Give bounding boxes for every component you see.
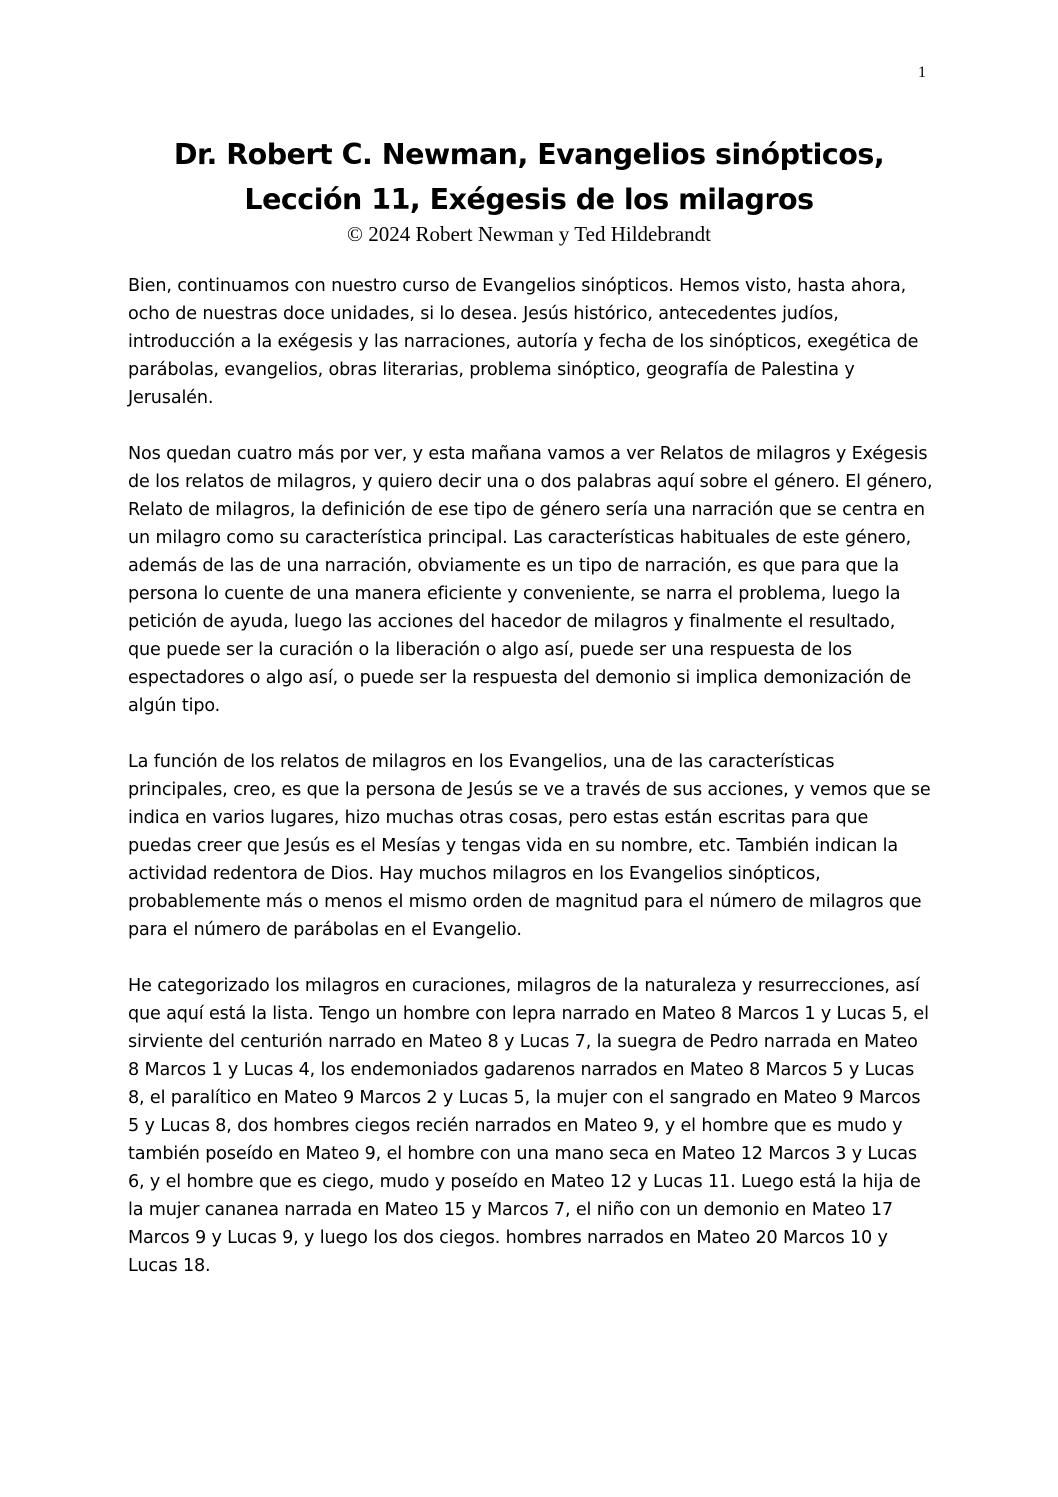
title-line-2: Lección 11, Exégesis de los milagros <box>244 183 814 216</box>
paragraph: He categorizado los milagros en curaciones, milagros de la naturaleza y resurrecciones, así que aquí está la lista. Tengo un hombre con lepra narrado en Mateo 8 Marcos 1 y Lucas 5, el sirviente del centurión narrado en Mateo 8 y Lucas 7, la suegra de Pedro narrada en Mateo 8 Marcos 1 y Lucas 4, los endemoniados gadarenos narrados en Mateo 8 Marcos 5 y Lucas 8, el paralítico en Mateo 9 Marcos 2 y Lucas 5, la mujer con el sangrado en Mateo 9 Marcos 5 y Lucas 8, dos hombres ciegos recién narrados en Mateo 9, y el hombre que es mudo y también poseído en Mateo 9, el hombre con una mano seca en Mateo 12 Marcos 3 y Lucas 6, y el hombre que es ciego, mudo y poseído en Mateo 12 y Lucas 11. Luego está la hija de la mujer cananea narrada en Mateo 15 y Marcos 7, el niño con un demonio en Mateo 17 Marcos 9 y Lucas 9, y luego los dos ciegos. hombres narrados en Mateo 20 Marcos 10 y Lucas 18. <box>128 976 929 1276</box>
document-body <box>128 272 933 1308</box>
title-line-1: Dr. Robert C. Newman, Evangelios sinópticos, <box>173 138 885 171</box>
copyright-line: © 2024 Robert Newman y Ted Hildebrandt <box>346 222 712 246</box>
paragraph: Nos quedan cuatro más por ver, y esta mañana vamos a ver Relatos de milagros y Exégesis de los relatos de milagros, y quiero decir una o dos palabras aquí sobre el género. El género, Relato de milagros, la definición de ese tipo de género sería una narración que se centra en un milagro como su característica principal. Las características habituales de este género, además de las de una narración, obviamente es un tipo de narración, es que para que la persona lo cuente de una manera eficiente y conveniente, se narra el problema, luego la petición de ayuda, luego las acciones del hacedor de milagros y finalmente el resultado, que puede ser la curación o la liberación o algo así, puede ser una respuesta de los espectadores o algo así, o puede ser la respuesta del demonio si implica demonización de algún tipo. <box>128 444 933 716</box>
document-title <box>100 132 958 222</box>
paragraph: Bien, continuamos con nuestro curso de Evangelios sinópticos. Hemos visto, hasta ahora, ocho de nuestras doce unidades, si lo desea. Jesús histórico, antecedentes judíos, introducción a la exégesis y las narraciones, autoría y fecha de los sinópticos, exegética de parábolas, evangelios, obras literarias, problema sinóptico, geografía de Palestina y Jerusalén. <box>128 276 919 408</box>
paragraph: La función de los relatos de milagros en los Evangelios, una de las características principales, creo, es que la persona de Jesús se ve a través de sus acciones, y vemos que se indica en varios lugares, hizo muchas otras cosas, pero estas están escritas para que puedas creer que Jesús es el Mesías y tengas vida en su nombre, etc. También indican la actividad redentora de Dios. Hay muchos milagros en los Evangelios sinópticos, probablemente más o menos el mismo orden de magnitud para el número de milagros que para el número de parábolas en el Evangelio. <box>128 752 931 940</box>
page-number: 1 <box>918 64 926 81</box>
